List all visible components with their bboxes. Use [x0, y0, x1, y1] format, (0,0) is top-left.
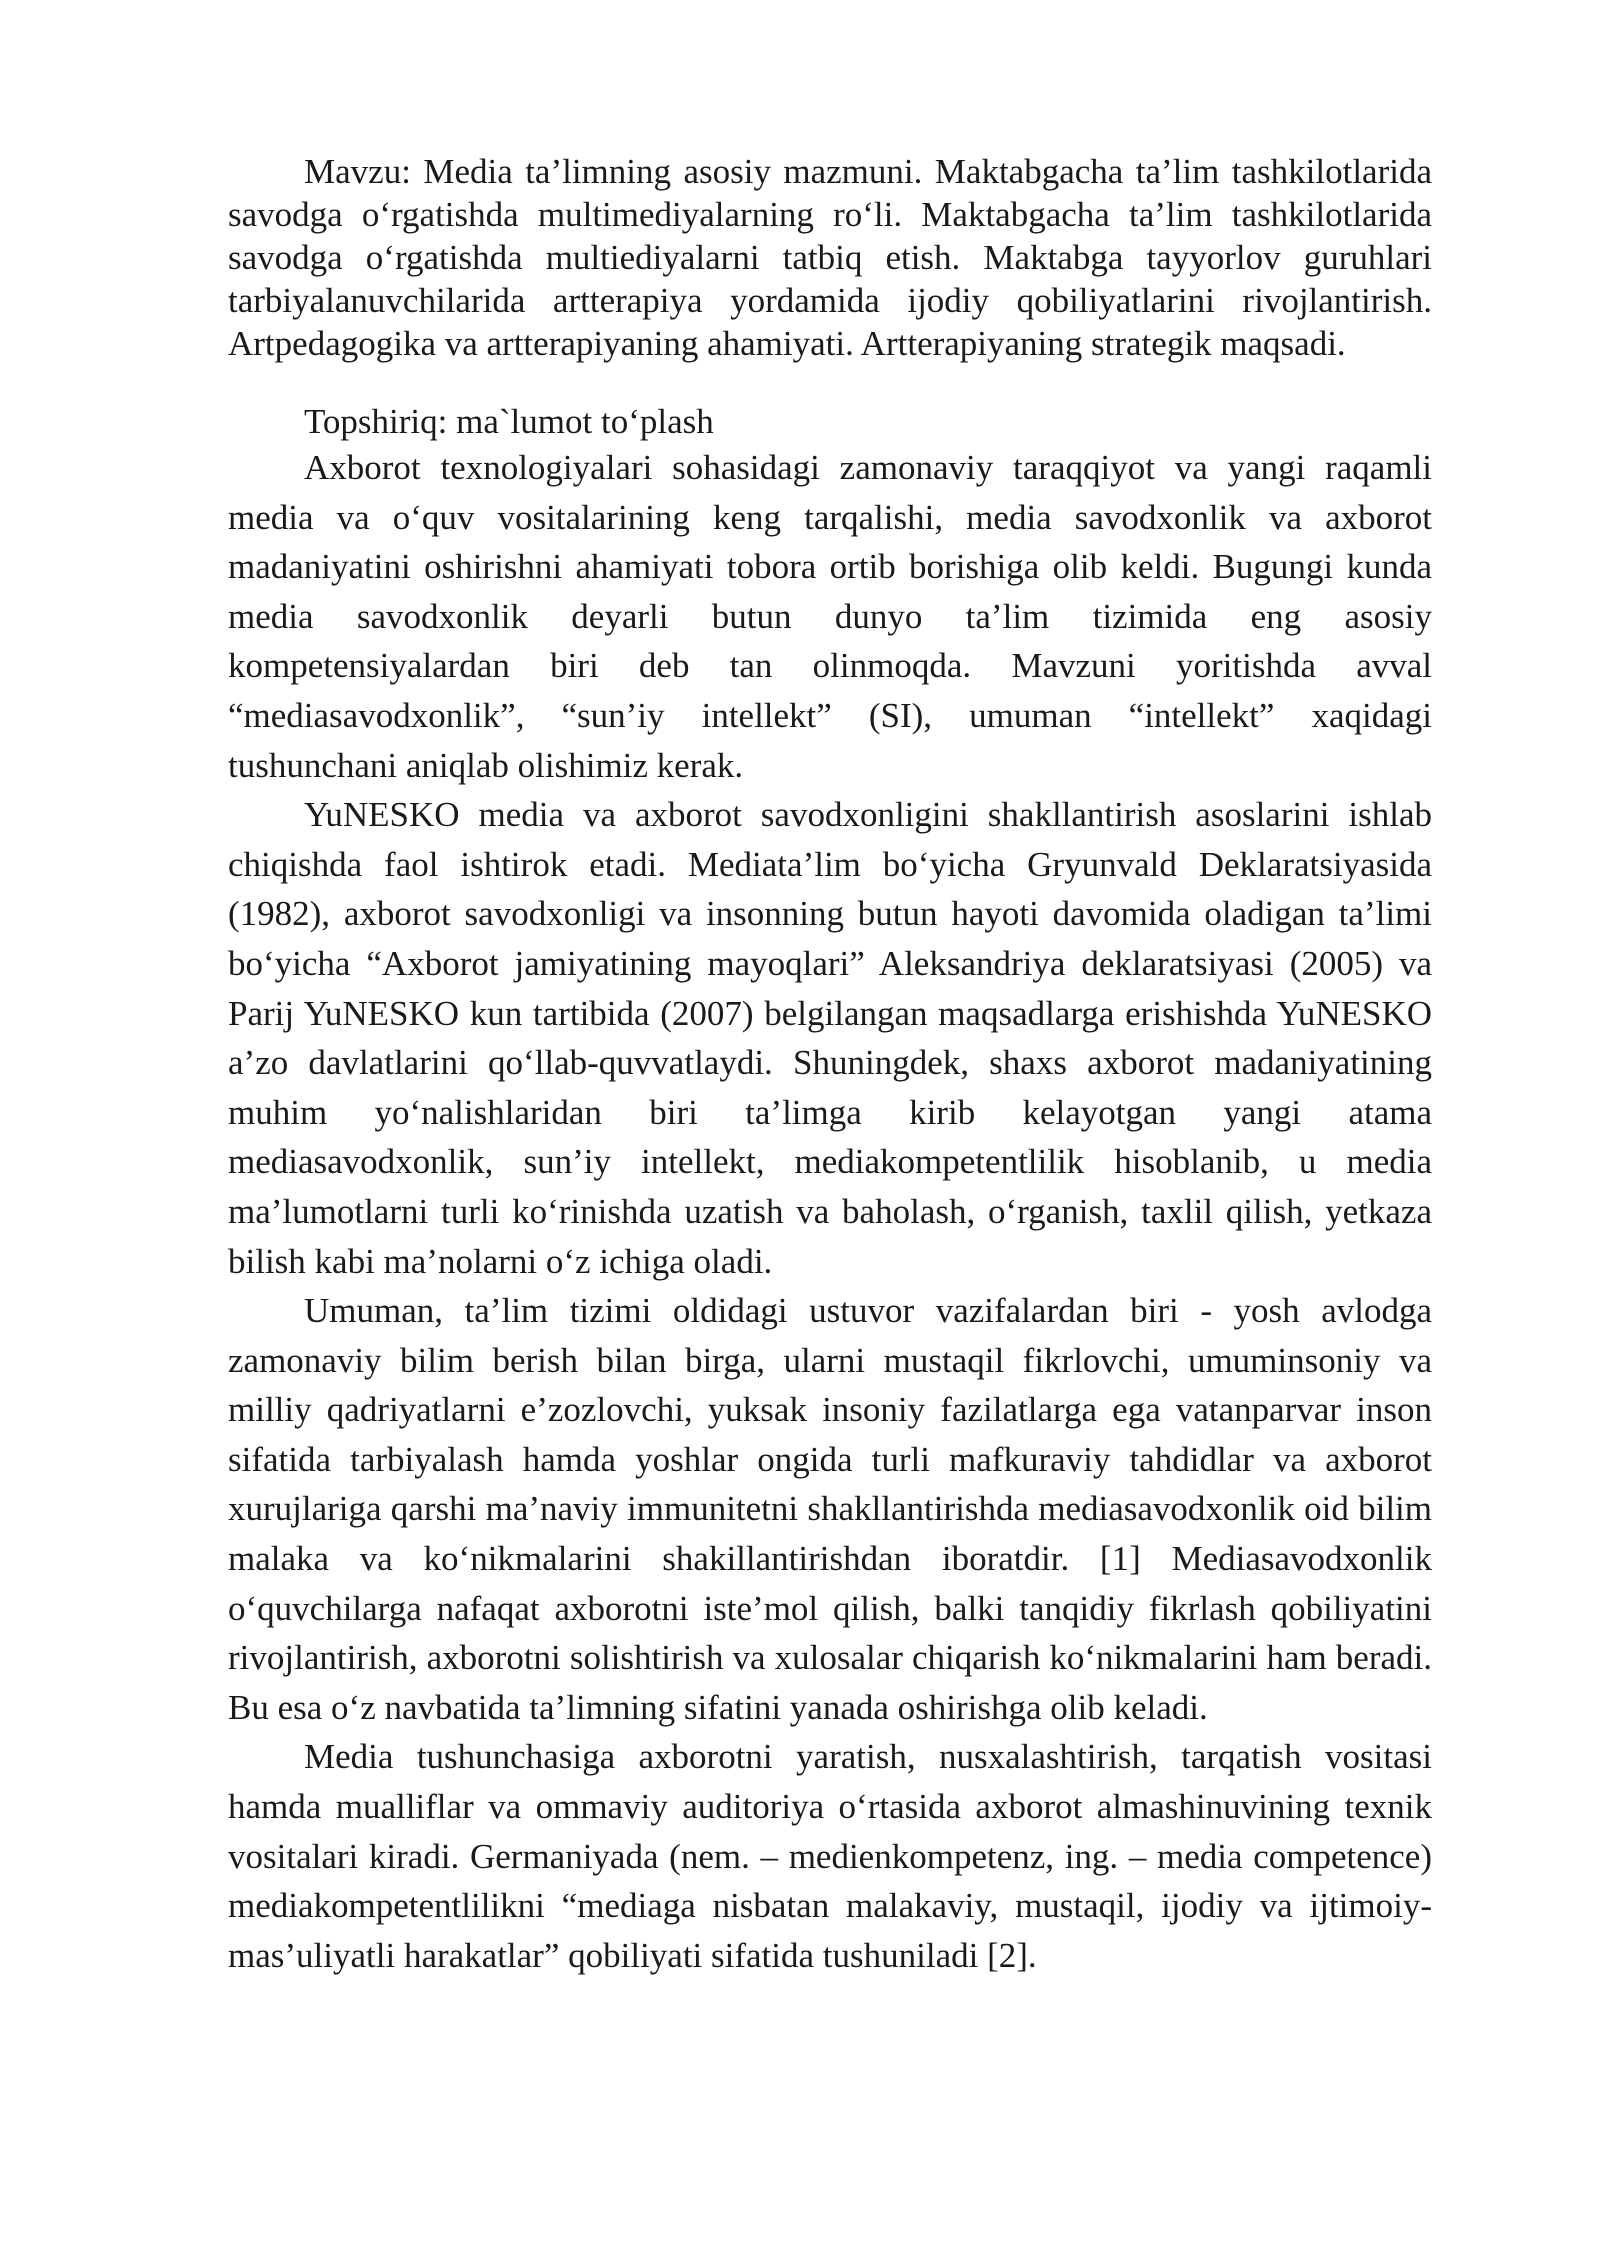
task-heading: Topshiriq: ma`lumot to‘plash: [304, 402, 714, 441]
topic-paragraph: Mavzu: Media ta’limning asosiy mazmuni. Maktabgacha ta’lim tashkilotlarida savodga o‘rgatishda multimediyalarning ro‘li. Maktabgacha ta’lim tashkilotlarida savodga o‘rgatishda multiediyalarni tatbiq etish. Maktabga tayyorlov guruhlari tarbiyalanuvchilarida artterapiya yordamida ijodiy qobiliyatlarini rivojlantirish. Artpedagogika va artterapiyaning ahamiyati. Artterapiyaning strategik maqsadi.: [228, 152, 1432, 363]
document-page: [228, 150, 1432, 1980]
body-paragraph-1: Axborot texnologiyalari sohasidagi zamonaviy taraqqiyot va yangi raqamli media va o‘quv vositalarining keng tarqalishi, media savodxonlik va axborot madaniyatini oshirishni ahamiyati tobora ortib borishiga olib keldi. Bugungi kunda media savodxonlik deyarli butun dunyo ta’lim tizimida eng asosiy kompetensiyalardan biri deb tan olinmoqda. Mavzuni yoritishda avval “mediasavodxonlik”, “sun’iy intellekt” (SI), umuman “intellekt” xaqidagi tushunchani aniqlab olishimiz kerak.: [228, 448, 1432, 785]
body-paragraph-3: Umuman, ta’lim tizimi oldidagi ustuvor vazifalardan biri - yosh avlodga zamonaviy bilim berish bilan birga, ularni mustaqil fikrlovchi, umuminsoniy va milliy qadriyatlarni e’zozlovchi, yuksak insoniy fazilatlarga ega vatanparvar inson sifatida tarbiyalash hamda yoshlar ongida turli mafkuraviy tahdidlar va axborot xurujlariga qarshi ma’naviy immunitetni shakllantirishda mediasavodxonlik oid bilim malaka va ko‘nikmalarini shakillantirishdan iboratdir. [1] Mediasavodxonlik o‘quvchilarga nafaqat axborotni iste’mol qilish, balki tanqidiy fikrlash qobiliyatini rivojlantirish, axborotni solishtirish va xulosalar chiqarish ko‘nikmalarini ham beradi. Bu esa o‘z navbatida ta’limning sifatini yanada oshirishga olib keladi.: [228, 1291, 1432, 1727]
body-paragraph-4: Media tushunchasiga axborotni yaratish, nusxalashtirish, tarqatish vositasi hamda mualliflar va ommaviy auditoriya o‘rtasida axborot almashinuvining texnik vositalari kiradi. Germaniyada (nem. – medienkompetenz, ing. – media competence) mediakompetentlilikni “mediaga nisbatan malakaviy, mustaqil, ijodiy va ijtimoiy-mas’uliyatli harakatlar” qobiliyati sifatida tushuniladi [2].: [228, 1737, 1432, 1975]
body-paragraph-2: YuNESKO media va axborot savodxonligini shakllantirish asoslarini ishlab chiqishda faol ishtirok etadi. Mediata’lim bo‘yicha Gryunvald Deklaratsiyasida (1982), axborot savodxonligi va insonning butun hayoti davomida oladigan ta’limi bo‘yicha “Axborot jamiyatining mayoqlari” Aleksandriya deklaratsiyasi (2005) va Parij YuNESKO kun tartibida (2007) belgilangan maqsadlarga erishishda YuNESKO a’zo davlatlarini qo‘llab-quvvatlaydi. Shuningdek, shaxs axborot madaniyatining muhim yo‘nalishlaridan biri ta’limga kirib kelayotgan yangi atama mediasavodxonlik, sun’iy intellekt, mediakompetentlilik hisoblanib, u media ma’lumotlarni turli ko‘rinishda uzatish va baholash, o‘rganish, taxlil qilish, yetkaza bilish kabi ma’nolarni o‘z ichiga oladi.: [228, 795, 1432, 1281]
